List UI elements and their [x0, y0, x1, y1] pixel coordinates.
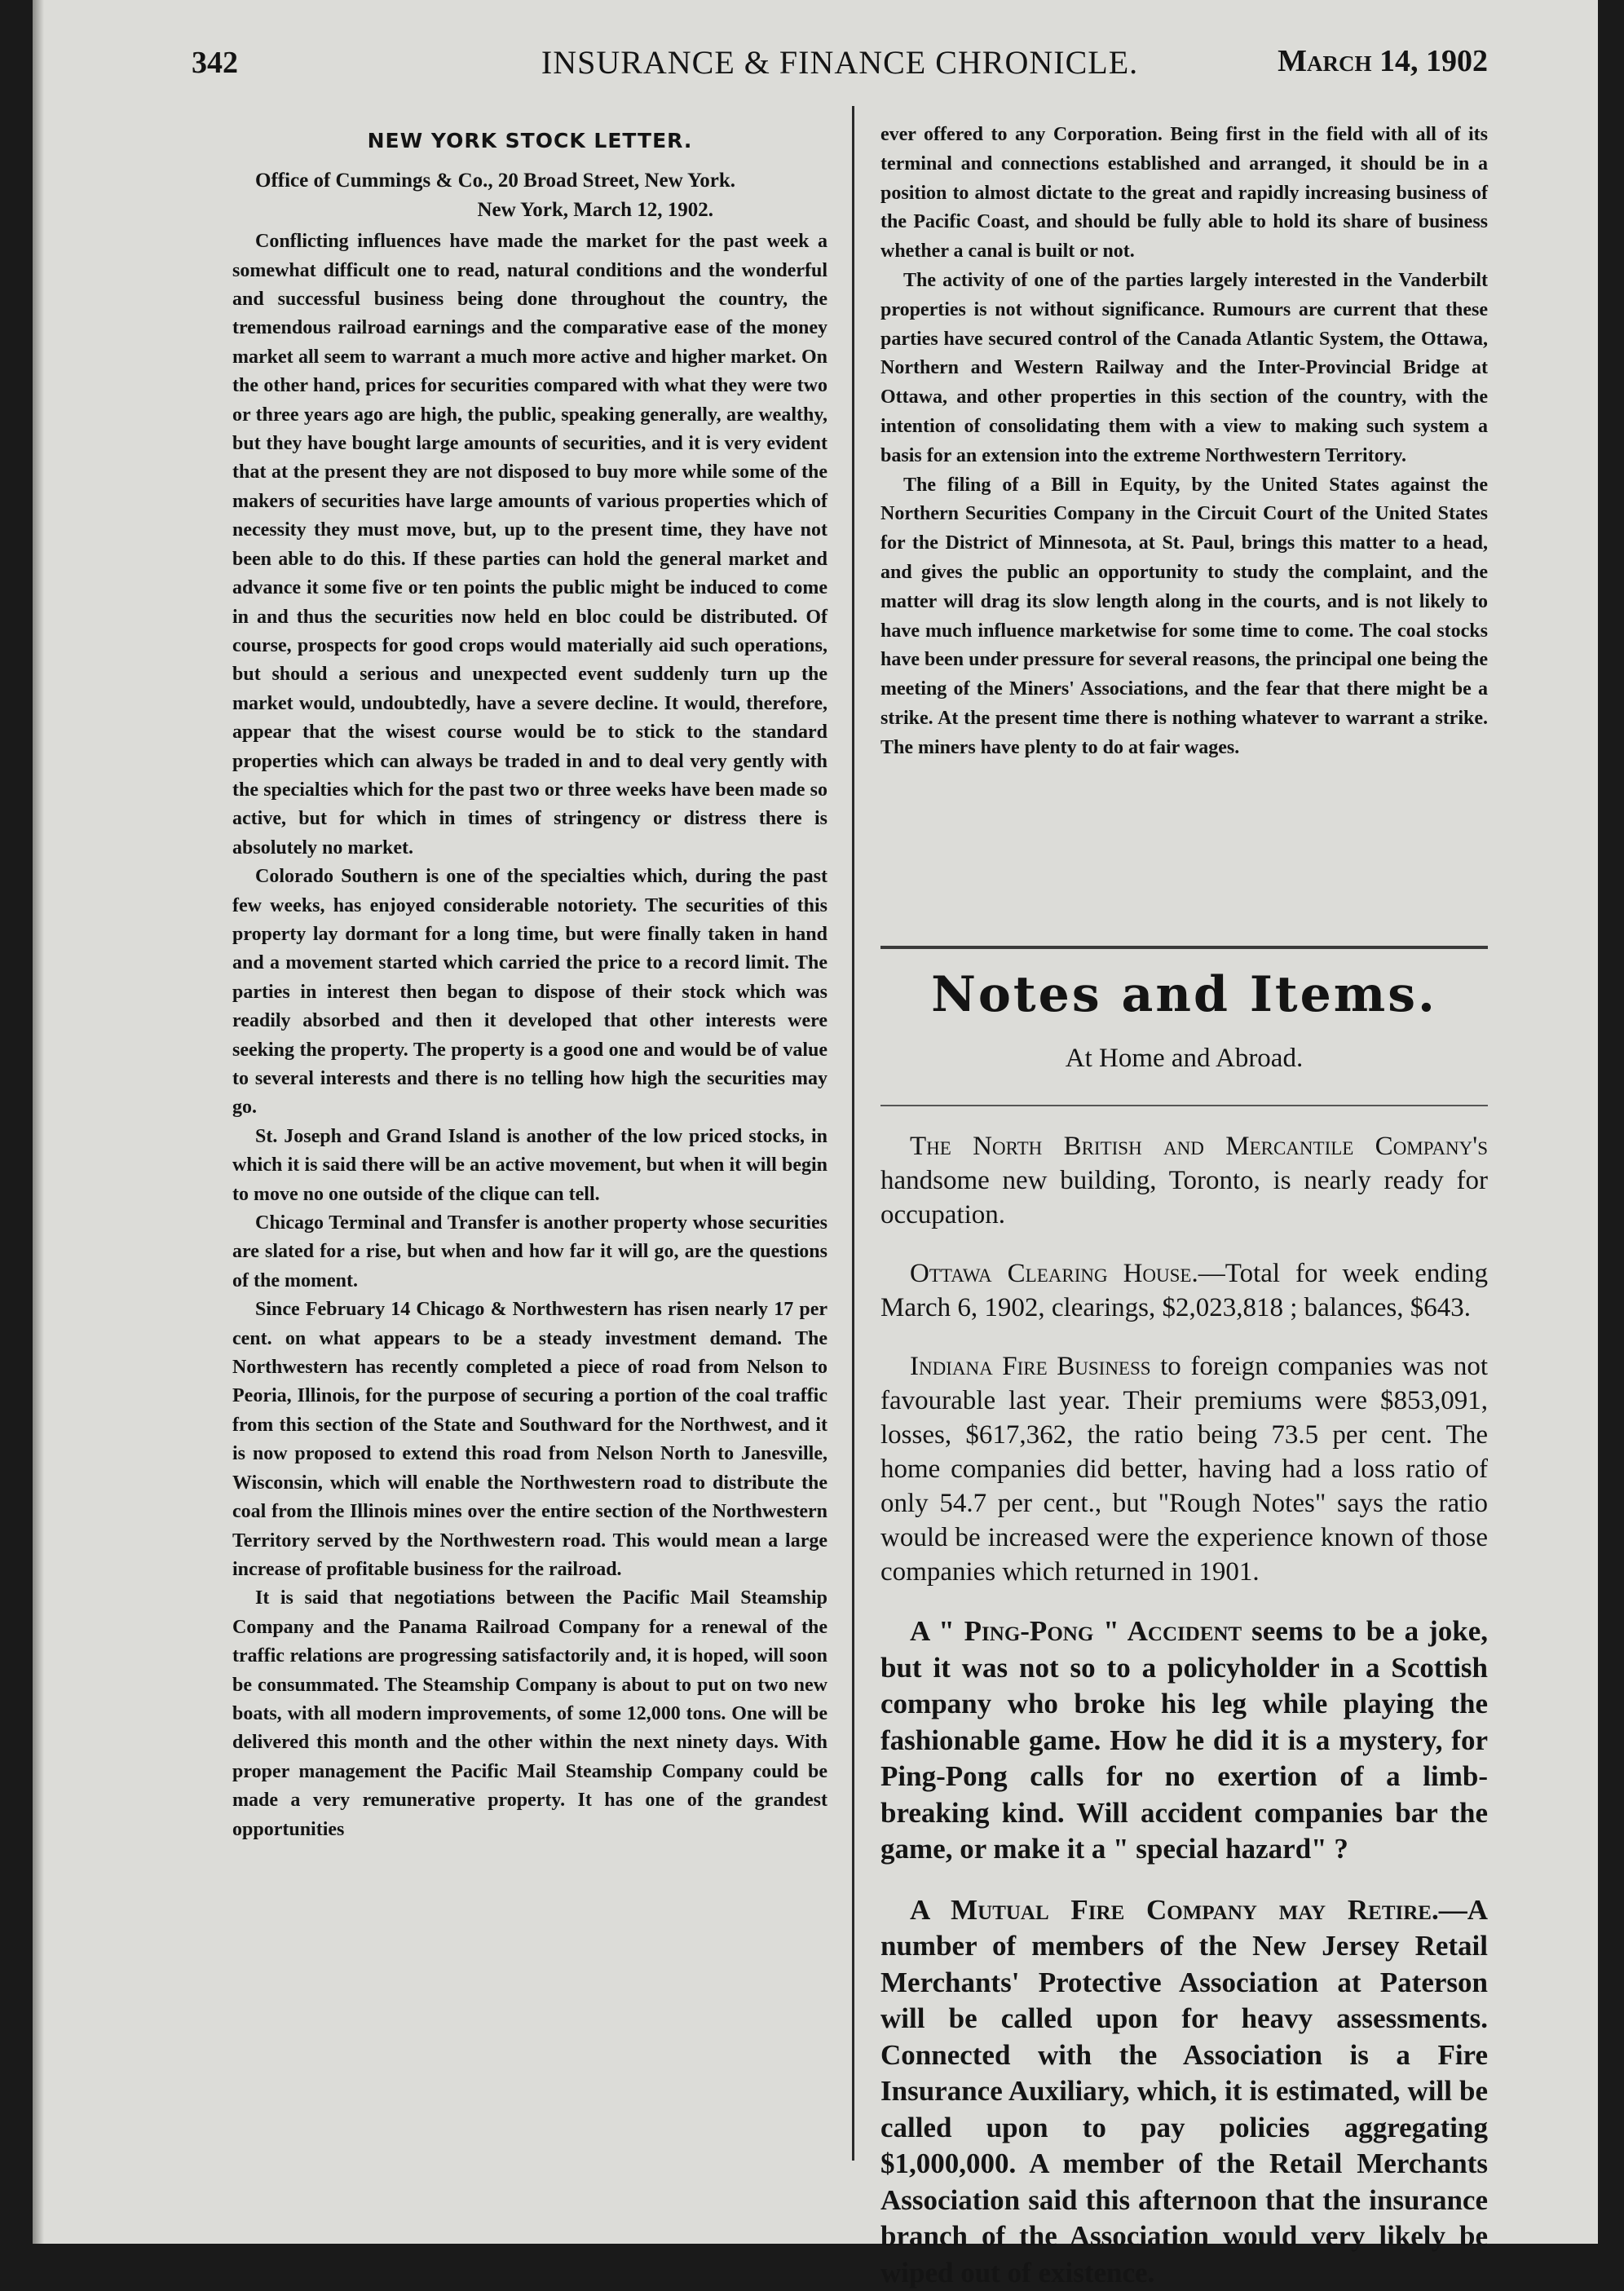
issue-date: March 14, 1902: [1278, 43, 1488, 79]
notes-column: [880, 1129, 1488, 2291]
note-lead: A " Ping-Pong " Accident: [910, 1615, 1242, 1647]
page-number: 342: [192, 45, 238, 81]
notes-title: Notes and Items.: [880, 966, 1488, 1023]
note-text: seems to be a joke, but it was not so to a policyholder in a Scottish company who broke his leg while playing the fashionable game. How he did it is a mystery, for Ping-Pong calls for no exertion of a limb-breaking kind. Will accident companies bar the game, or make it a " special hazard" ?: [880, 1615, 1488, 1865]
note-text: —Total for week ending March 6, 1902, clearings, $2,023,818 ; balances, $643.: [880, 1259, 1488, 1322]
section-rule-thin: [880, 1105, 1488, 1106]
stock-letter-heading: NEW YORK STOCK LETTER.: [232, 126, 827, 155]
note-lead: A Mutual Fire Company may Retire.: [910, 1894, 1439, 1926]
note-item: [880, 1892, 1488, 2291]
stock-letter-continued: [880, 121, 1488, 763]
newspaper-page: [33, 0, 1598, 2244]
note-text: —A number of members of the New Jersey Retail Merchants' Protective Association at Paterson will be called upon for heavy assessments. Connected with the Association is a Fire Insurance Auxiliary, which, it is estimated, will be called upon to pay policies aggregating $1,000,000. A member of the Retail Merchants Association said this afternoon that the insurance branch of the Association would very likely be wiped out of existence.: [880, 1894, 1488, 2289]
article-paragraph: Chicago Terminal and Transfer is another property whose securities are slated for a rise, but when and how far it will go, are the questions of the moment.: [232, 1209, 827, 1296]
stock-letter-office: Office of Cummings & Co., 20 Broad Street, New York.: [232, 166, 827, 195]
note-item: [880, 1129, 1488, 1232]
note-item: [880, 1349, 1488, 1589]
section-rule: [880, 946, 1488, 949]
article-paragraph: Conflicting influences have made the market for the past week a somewhat difficult one to read, natural conditions and the wonderful and successful business being done throughout the country, the tremendous railroad earnings and the comparative ease of the money market all seem to warrant a much more active and higher market. On the other hand, prices for securities compared with what they were two or three years ago are high, the public, speaking generally, are wealthy, but they have bought large amounts of securities, and it is very evident that at the present they are not disposed to buy more while some of the makers of securities have large amounts of various properties which of necessity they must move, but, up to the present time, they have not been able to do this. If these parties can hold the general market and advance it some five or ten points the public might be induced to come in and thus the securities now held en bloc could be distributed. Of course, prospects for good crops would materially aid such operations, but should a serious and unexpected event suddenly turn up the market would, undoubtedly, have a severe decline. It would, therefore, appear that the wisest course would be to stick to the standard properties which can always be traded in and to deal very gently with the specialties which for the past two or three weeks have been made so active, but for which in times of stringency or distress there is absolutely no market.: [232, 227, 827, 863]
article-paragraph: Colorado Southern is one of the specialties which, during the past few weeks, has enjoyed considerable notoriety. The securities of this property lay dormant for a long time, but were finally taken in hand and a movement started which carried the price to a record limit. The parties in interest then began to dispose of their stock which was readily absorbed and then it developed that other interests were seeking the property. The property is a good one and would be of value to several interests and there is no telling how high the securities may go.: [232, 863, 827, 1123]
article-paragraph: The activity of one of the parties largely interested in the Vanderbilt properties is not without significance. Rumours are current that these parties have secured control of the Canada Atlantic System, the Ottawa, Northern and Western Railway and the Inter-Provincial Bridge at Ottawa, and other properties in this section of the country, with the intention of consolidating them with a view to making such system a basis for an extension into the extreme Northwestern Territory.: [880, 267, 1488, 471]
note-lead: Ottawa Clearing House.: [910, 1259, 1198, 1288]
note-item: [880, 1613, 1488, 1868]
note-text: handsome new building, Toronto, is nearly ready for occupation.: [880, 1166, 1488, 1229]
article-paragraph: The filing of a Bill in Equity, by the United States against the Northern Securities Company in the Circuit Court of the United States for the District of Minnesota, at St. Paul, brings this matter to a head, and gives the public an opportunity to study the complaint, and the matter will drag its slow length along in the courts, and is not likely to have much influence marketwise for some time to come. The coal stocks have been under pressure for several reasons, the principal one being the meeting of the Miners' Associations, and the fear that there might be a strike. At the present time there is nothing whatever to warrant a strike. The miners have plenty to do at fair wages.: [880, 471, 1488, 763]
article-paragraph: Since February 14 Chicago & Northwestern has risen nearly 17 per cent. on what appears to be a steady investment demand. The Northwestern has recently completed a piece of road from Nelson to Peoria, Illinois, for the purpose of securing a portion of the coal traffic from this section of the State and Southward for the Northwest, and it is now proposed to extend this road from Nelson North to Janesville, Wisconsin, which will enable the Northwestern road to distribute the coal from the Illinois mines over the entire section of the Northwestern Territory served by the Northwestern road. This would mean a large increase of profitable business for the railroad.: [232, 1296, 827, 1584]
article-paragraph: St. Joseph and Grand Island is another of the low priced stocks, in which it is said there will be an active movement, but when it will begin to move no one outside of the clique can tell.: [232, 1123, 827, 1209]
notes-subtitle: At Home and Abroad.: [880, 1044, 1488, 1074]
note-lead: The North British and Mercantile Company's: [910, 1132, 1488, 1161]
note-item: [880, 1256, 1488, 1325]
stock-letter-dateline: New York, March 12, 1902.: [232, 196, 827, 224]
publication-title: INSURANCE & FINANCE CHRONICLE.: [192, 43, 1488, 82]
note-lead: Indiana Fire Business: [910, 1352, 1151, 1381]
stock-letter-column: [232, 126, 827, 1844]
note-text: to foreign companies was not favourable last year. Their premiums were $853,091, losses, $617,362, the ratio being 73.5 per cent. The home companies did better, having had a loss ratio of only 54.7 per cent., but "Rough Notes" says the ratio would be increased were the experience known of those companies which returned in 1901.: [880, 1352, 1488, 1587]
page-header: [192, 37, 1488, 86]
article-paragraph: ever offered to any Corporation. Being first in the field with all of its terminal and connections established and arranged, it should be in a position to almost dictate to the great and rapidly increasing business of the Pacific Coast, and should be fully able to hold its share of business whether a canal is built or not.: [880, 121, 1488, 267]
column-divider: [852, 106, 854, 2161]
article-paragraph: It is said that negotiations between the Pacific Mail Steamship Company and the Panama Railroad Company for a renewal of the traffic relations are progressing satisfactorily and, it is hoped, will soon be consummated. The Steamship Company is about to put on two new boats, with all modern improvements, of some 12,000 tons. One will be delivered this month and the other within the next ninety days. With proper management the Pacific Mail Steamship Company could be made a very remunerative property. It has one of the grandest opportunities: [232, 1584, 827, 1844]
